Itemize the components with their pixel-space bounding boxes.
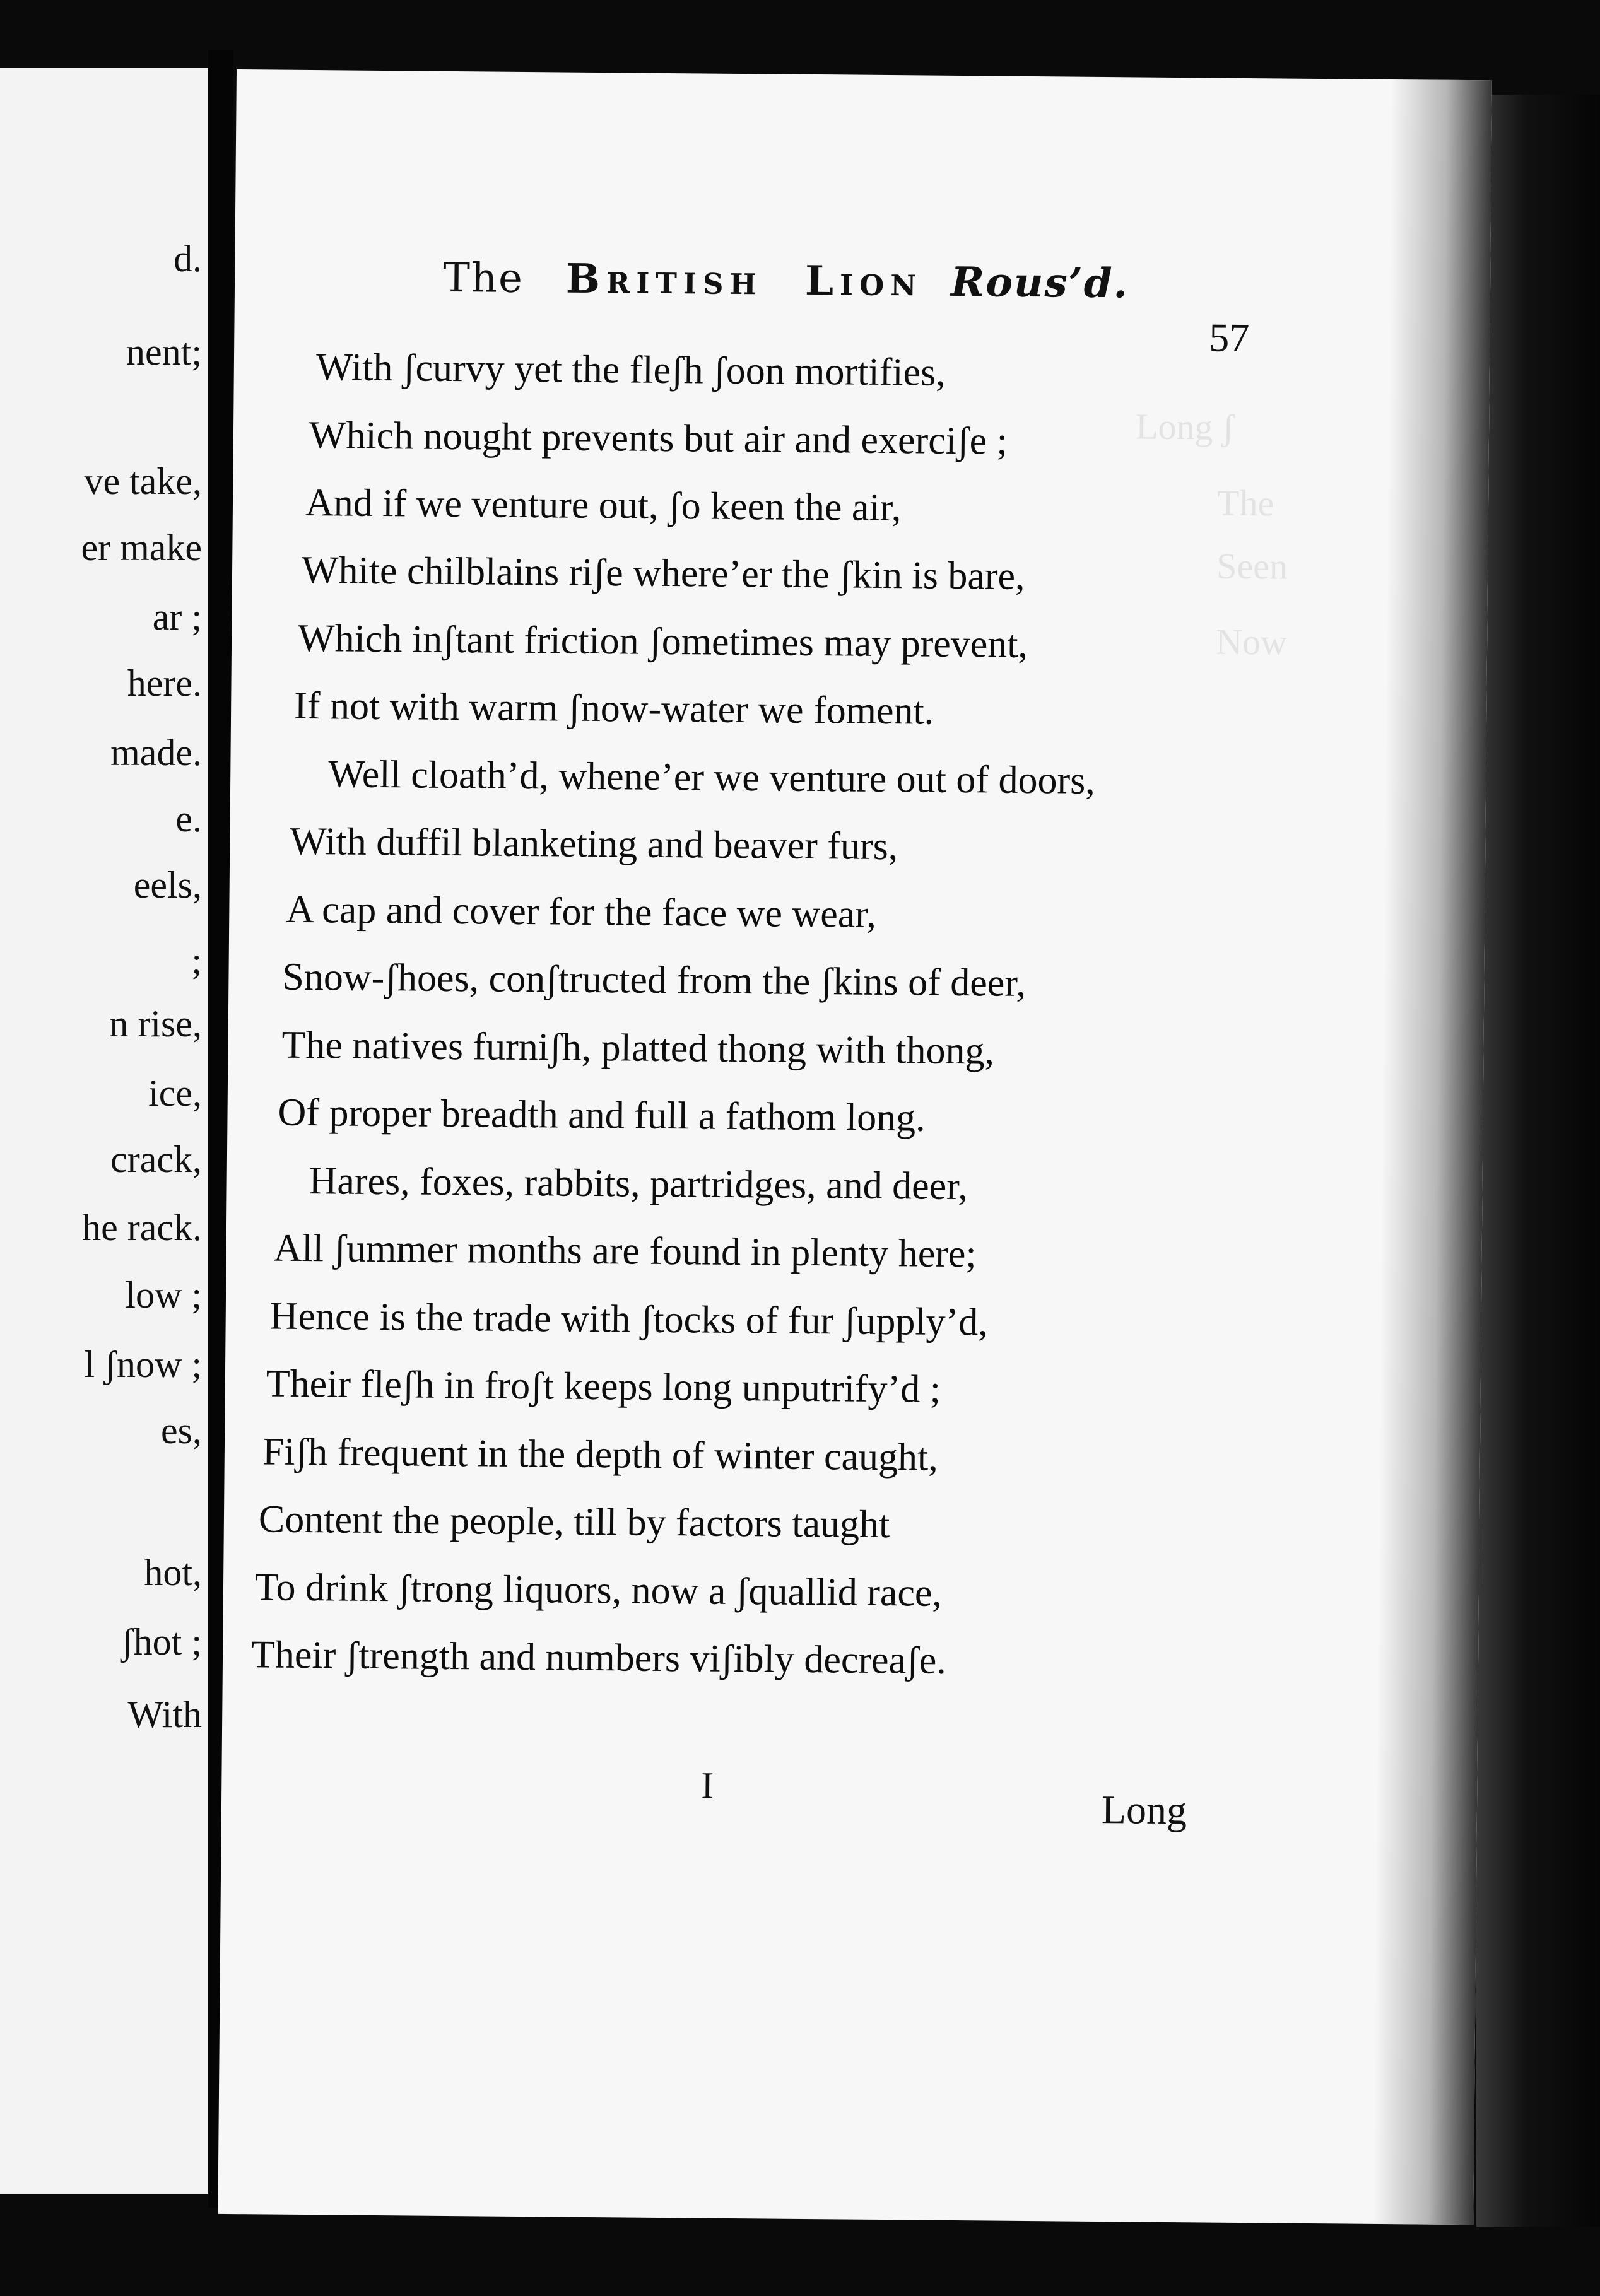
left-fragment: here. — [127, 662, 202, 704]
left-fragment: low ; — [125, 1274, 202, 1316]
page-curl-shadow — [1372, 79, 1492, 2225]
running-head-the: The — [442, 254, 524, 302]
left-fragment: e. — [175, 798, 202, 840]
page-edge-shadow — [1476, 95, 1600, 2227]
verse-line: Fiʃh frequent in the depth of winter caught, — [262, 1430, 939, 1479]
left-fragment: crack, — [110, 1139, 202, 1180]
left-page — [0, 68, 215, 2194]
verse-line: Well cloath’d, whene’er we venture out of doors, — [327, 753, 1096, 802]
verse-line: Hence is the trade with ʃtocks of fur ʃupply’d, — [269, 1294, 989, 1344]
verse-line: To drink ʃtrong liquors, now a ʃquallid race, — [254, 1566, 943, 1615]
verse-line: Their ʃtrength and numbers viʃibly decreaʃe. — [250, 1633, 947, 1682]
running-head-lion: Lion — [804, 257, 923, 306]
signature-mark: I — [700, 1764, 714, 1807]
left-fragment: ve take, — [84, 460, 202, 502]
left-fragment: ; — [191, 940, 202, 981]
left-fragment: ice, — [148, 1072, 202, 1114]
show-through: The — [1216, 482, 1274, 524]
running-head-british: British — [565, 255, 763, 305]
verse-line: And if we venture out, ʃo keen the air, — [305, 481, 902, 530]
left-fragment: nent; — [126, 331, 202, 373]
left-fragment: he rack. — [82, 1207, 202, 1248]
page-number: 57 — [1209, 315, 1250, 361]
left-fragment: es, — [161, 1410, 202, 1451]
left-fragment: l ʃnow ; — [84, 1344, 202, 1385]
verse-line: With duffil blanketing and beaver furs, — [290, 819, 898, 869]
left-fragment: ar ; — [152, 596, 202, 638]
verse-line: Snow-ʃhoes, conʃtructed from the ʃkins of deer, — [282, 955, 1026, 1005]
right-page — [218, 69, 1492, 2225]
verse-line: Content the people, till by factors taught — [258, 1497, 890, 1547]
verse-line: All ʃummer months are found in plenty here; — [273, 1226, 977, 1276]
left-fragment: d. — [174, 238, 202, 279]
running-head-rousd: Rous’d. — [950, 258, 1129, 308]
left-fragment: er make — [81, 527, 202, 568]
verse-line: The natives furniʃh, platted thong with thong, — [281, 1023, 995, 1073]
left-fragment: ʃhot ; — [121, 1621, 202, 1663]
verse-line: Which nought prevents but air and exerciʃe ; — [309, 414, 1008, 463]
show-through: Seen — [1216, 545, 1288, 587]
catchword: Long — [1101, 1787, 1187, 1833]
verse-line: A cap and cover for the face we wear, — [286, 887, 877, 936]
verse-line: Of proper breadth and full a fathom long. — [278, 1091, 926, 1140]
left-fragment: eels, — [133, 864, 202, 906]
verse-line: Hares, foxes, rabbits, partridges, and deer, — [309, 1159, 968, 1209]
left-fragment: With — [127, 1694, 202, 1735]
left-fragment: hot, — [144, 1552, 202, 1593]
show-through: Now — [1215, 621, 1288, 663]
verse-line: If not with warm ʃnow-water we foment. — [293, 684, 934, 733]
show-through: Long ʃ — [1135, 406, 1235, 448]
running-head — [443, 254, 1129, 307]
left-fragment: n rise, — [109, 1003, 202, 1045]
left-fragment: made. — [110, 732, 202, 773]
verse-line: Their fleʃh in froʃt keeps long unputrify’d ; — [266, 1362, 941, 1411]
verse-line: White chilblains riʃe where’er the ʃkin is bare, — [301, 548, 1025, 598]
verse-line: Which inʃtant friction ʃometimes may prevent, — [297, 616, 1028, 666]
verse-line: With ʃcurvy yet the fleʃh ʃoon mortifies, — [315, 346, 946, 394]
